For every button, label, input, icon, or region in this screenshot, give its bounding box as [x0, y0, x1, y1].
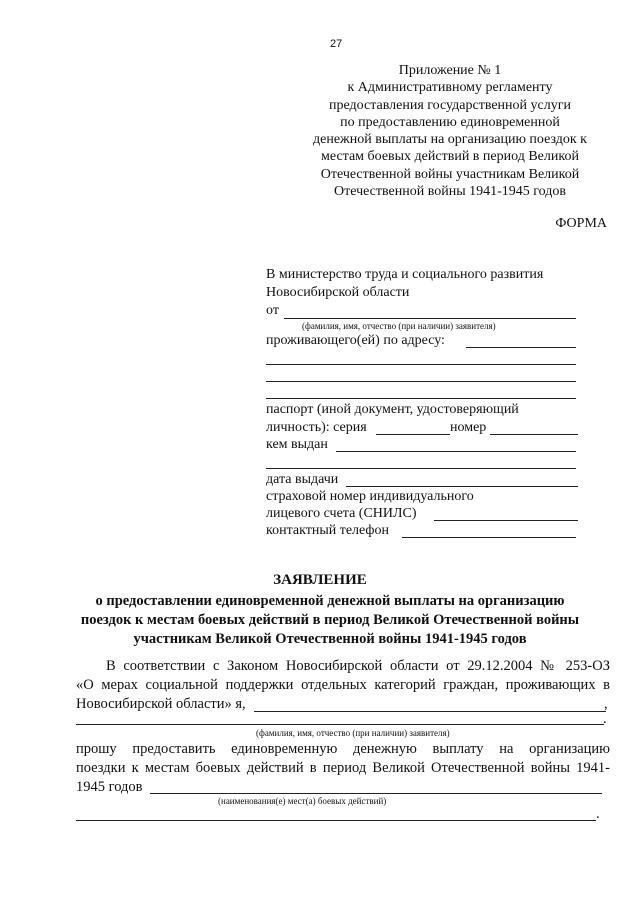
issue-date-field[interactable] [346, 486, 578, 487]
addressee-ministry: В министерство труда и социального развития [266, 267, 544, 282]
places-field-2[interactable] [76, 820, 596, 821]
para2-line1: прошу предоставить единовременную денежную выплату на организацию [76, 741, 610, 757]
snils-label-1: страховой номер индивидуального [266, 489, 474, 504]
annex-line: предоставления государственной услуги [329, 97, 571, 113]
residing-label: проживающего(ей) по адресу: [266, 333, 445, 348]
statement-name-field[interactable] [254, 711, 606, 712]
para1-line1: В соответствии с Законом Новосибирской области от 29.12.2004 № 253-ОЗ [106, 658, 610, 674]
annex-line: к Административному регламенту [347, 80, 553, 96]
address-field[interactable] [266, 381, 576, 382]
places-hint: (наименования(е) мест(а) боевых действий) [218, 796, 387, 806]
statement-name-field-2[interactable] [76, 724, 604, 725]
address-field[interactable] [266, 364, 576, 365]
para2-line3: 1945 годов [76, 779, 143, 795]
applicant-name-hint: (фамилия, имя, отчество (при наличии) заявителя) [302, 321, 496, 331]
statement-name-hint: (фамилия, имя, отчество (при наличии) заявителя) [256, 728, 450, 738]
issued-by-field[interactable] [336, 451, 576, 452]
snils-field[interactable] [434, 520, 578, 521]
annex-line: местам боевых действий в период Великой [321, 149, 579, 165]
para2-line2: поездки к местам боевых действий в период Великой Отечественной войны 1941- [76, 760, 610, 776]
passport-number-label: номер [450, 420, 487, 435]
from-label: от [266, 303, 279, 318]
subtitle-line: о предоставлении единовременной денежной выплаты на организацию [95, 593, 565, 609]
comma-mark: , [604, 696, 608, 712]
snils-label-2: лицевого счета (СНИЛС) [266, 506, 417, 521]
places-field[interactable] [150, 793, 602, 794]
para1-line2: «О мерах социальной поддержки отдельных категорий граждан, проживающих в [76, 677, 610, 693]
page-number: 27 [330, 38, 343, 50]
issue-date-label: дата выдачи [266, 472, 339, 487]
applicant-name-field[interactable] [284, 318, 576, 319]
statement-title: ЗАЯВЛЕНИЕ [273, 572, 367, 588]
phone-field[interactable] [402, 537, 576, 538]
issued-by-field[interactable] [266, 468, 576, 469]
para1-line3: Новосибирской области» я, [76, 696, 246, 712]
passport-series-label: личность): серия [266, 420, 367, 435]
phone-label: контактный телефон [266, 523, 389, 538]
passport-number-field[interactable] [490, 434, 578, 435]
annex-line: по предоставлению единовременной [340, 114, 560, 130]
end-period-mark: . [596, 806, 600, 822]
subtitle-line: поездок к местам боевых действий в период Великой Отечественной войны [80, 612, 580, 628]
issued-by-label: кем выдан [266, 437, 328, 452]
addressee-region: Новосибирской области [266, 285, 410, 300]
annex-line: Отечественной войны участникам Великой [320, 166, 580, 182]
passport-series-field[interactable] [376, 434, 450, 435]
address-field[interactable] [266, 398, 576, 399]
annex-line: Приложение № 1 [398, 63, 502, 78]
period-mark: . [603, 711, 607, 727]
statement-subtitle [60, 592, 600, 649]
address-field[interactable] [466, 347, 576, 348]
annex-line: Отечественной войны 1941-1945 годов [333, 184, 567, 200]
subtitle-line: участникам Великой Отечественной войны 1941-1945 годов [133, 631, 527, 647]
annex-header [300, 62, 600, 200]
form-label: ФОРМА [555, 216, 607, 231]
annex-line: денежной выплаты на организацию поездок к [313, 132, 587, 148]
passport-label: паспорт (иной документ, удостоверяющий [266, 402, 519, 417]
